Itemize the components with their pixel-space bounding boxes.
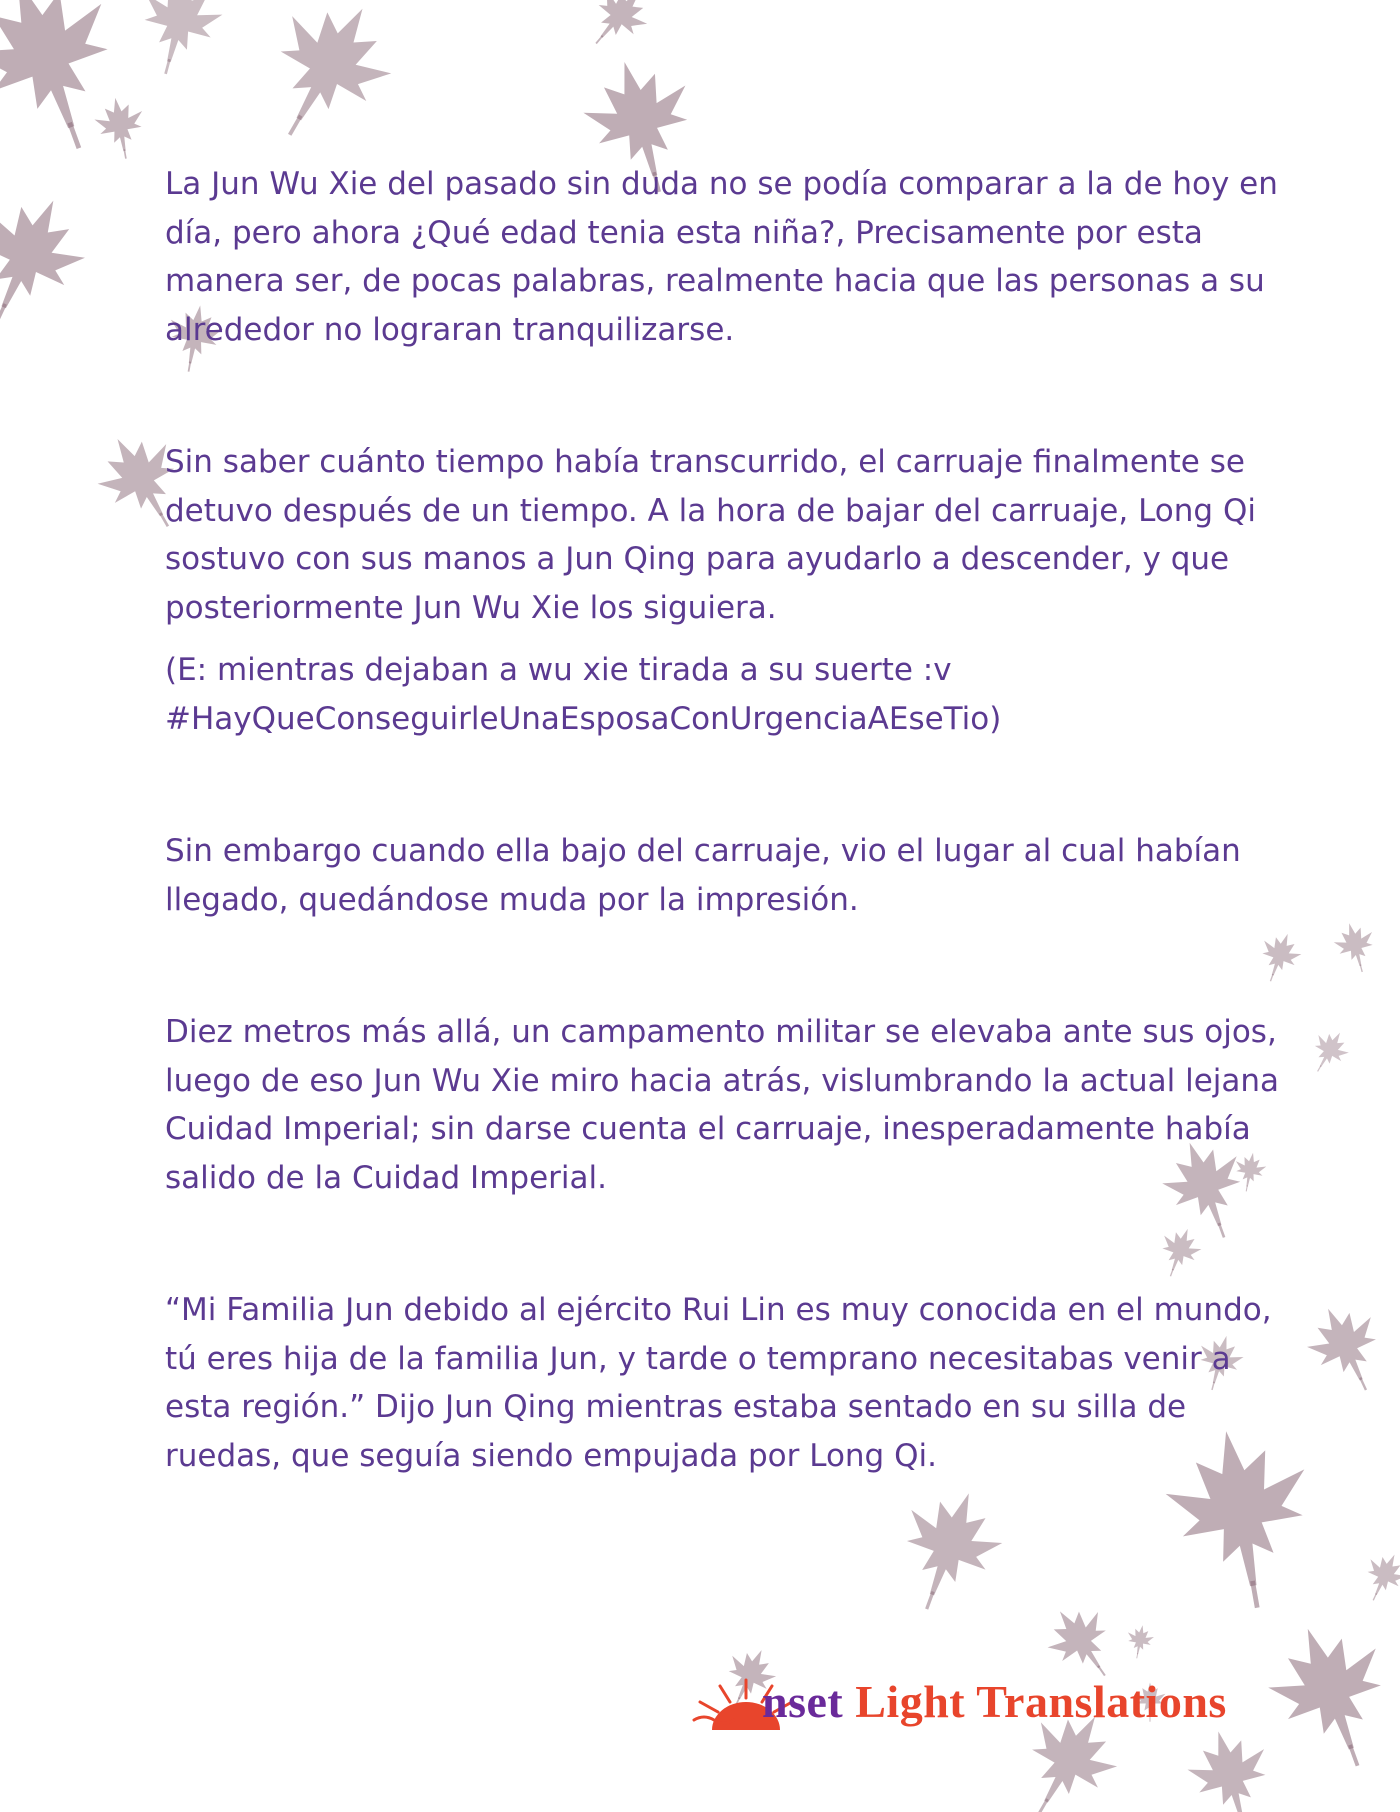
maple-leaf-stem — [1350, 1745, 1358, 1766]
maple-leaf-stem — [1360, 1378, 1366, 1390]
maple-leaf-stem — [0, 304, 5, 322]
editor-note-line-1: (E: mientras dejaban a wu xie tirada a su suerte :v — [165, 652, 952, 688]
logo-wordmark — [762, 1672, 1227, 1732]
maple-leaf-icon — [1125, 1623, 1156, 1657]
maple-leaf-stem — [290, 116, 301, 135]
maple-leaf-icon — [249, 0, 412, 148]
paragraph-3: Sin embargo cuando ella bajo del carruaje, vio el lugar al cual habían llegado, quedándose muda por la impresión. — [165, 833, 1241, 918]
logo-text-part-2: Light Translations — [843, 1676, 1227, 1727]
paragraph-4: Diez metros más allá, un campamento militar se elevaba ante sus ojos, luego de eso Jun Wu Xie miro hacia atrás, vislumbrando la actual lejana Cuidad Imperial; sin darse cuenta el carruaje, inesperadamente había salido de la Cuidad Imperial. — [165, 1014, 1280, 1196]
maple-leaf-stem — [166, 59, 170, 74]
maple-leaf-icon — [1296, 1294, 1393, 1395]
maple-leaf-stem — [1137, 1653, 1138, 1658]
maple-leaf-stem — [1373, 1593, 1376, 1600]
paragraph-5: “Mi Familia Jun debido al ejército Rui Lin es muy conocida en el mundo, tú eres hija de la familia Jun, y tarde o temprano necesitabas venir a esta región.” Dijo Jun Qing mientras estaba sentado en su silla de ruedas, que seguía siendo empujada por Long Qi. — [165, 1292, 1272, 1474]
maple-leaf-icon — [0, 178, 101, 329]
maple-leaf-icon — [1358, 1546, 1400, 1603]
maple-leaf-stem — [1253, 1581, 1258, 1608]
maple-leaf-stem — [927, 1592, 933, 1610]
maple-leaf-stem — [124, 149, 126, 158]
maple-leaf-icon — [1330, 918, 1380, 971]
maple-leaf-stem — [1039, 1799, 1048, 1812]
maple-leaf-icon — [1180, 1721, 1279, 1812]
logo-text-part-1: nset — [762, 1676, 844, 1727]
maple-leaf-icon — [581, 0, 659, 54]
document-body — [165, 160, 1295, 1480]
maple-leaf-icon — [1305, 1024, 1355, 1076]
maple-leaf-icon — [91, 94, 148, 155]
maple-leaf-icon — [131, 0, 230, 72]
maple-leaf-stem — [1318, 1066, 1321, 1072]
paragraph-2: Sin saber cuánto tiempo había transcurrido, el carruaje finalmente se detuvo después de un tiempo. A la hora de bajar del carruaje, Long Qi sostuvo con sus manos a Jun Qing para ayudarlo a descender, y que posteriormente Jun Wu Xie los siguiera. — [165, 444, 1256, 626]
paragraph-1: La Jun Wu Xie del pasado sin duda no se podía comparar a la de hoy en día, pero ahora ¿Qué edad tenia esta niña?, Precisamente por esta manera ser, de pocas palabras, realmente hacia que las personas a su alrededor no lograran tranquilizarse. — [165, 166, 1278, 348]
maple-leaf-stem — [70, 123, 79, 149]
maple-leaf-stem — [596, 36, 603, 44]
maple-leaf-icon — [886, 1477, 1014, 1611]
editor-note-line-2: #HayQueConseguirleUnaEsposaConUrgenciaAEseTio) — [165, 700, 1002, 737]
translator-logo — [690, 1672, 1290, 1732]
maple-leaf-stem — [1360, 965, 1362, 972]
